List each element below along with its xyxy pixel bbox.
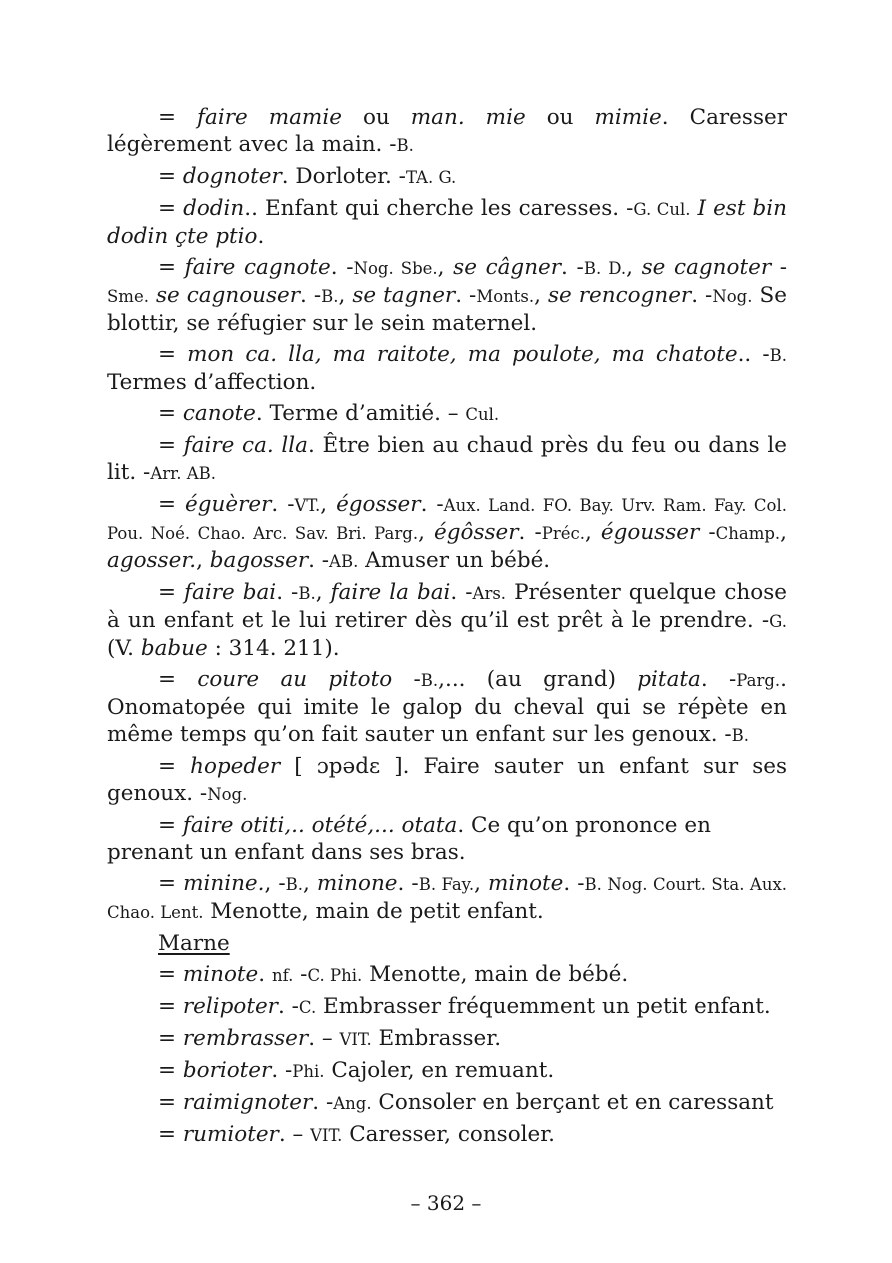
entry-text: Consoler en berçant et en caressant xyxy=(371,1090,774,1115)
entry-source: Aux. Land. FO. Bay. Urv. Ram. Fay. Col. Pou. Noé. Chao. Arc. Sav. Bri. Parg. xyxy=(107,496,788,543)
page-number: – 362 – xyxy=(410,1191,482,1215)
entry-text: = xyxy=(158,255,185,280)
entry-term: coure au pitoto xyxy=(197,667,393,692)
dictionary-entry xyxy=(107,579,787,662)
entry-term: faire mamie xyxy=(197,105,342,130)
section-heading-text: Marne xyxy=(158,931,230,956)
dictionary-entry xyxy=(107,195,787,250)
entry-text: ,... (au grand) xyxy=(438,667,638,692)
entry-text: . xyxy=(257,224,265,249)
dictionary-entry xyxy=(107,993,787,1021)
entry-term: faire cagnote xyxy=(184,255,331,280)
entry-source: Monts. xyxy=(476,287,535,306)
dictionary-entry xyxy=(107,104,787,159)
entry-text: Embrasser fréquemment un petit enfant. xyxy=(316,994,771,1019)
entry-source: Nog. xyxy=(712,287,753,306)
entry-term: agosser. xyxy=(107,548,197,573)
entry-text: Embrasser. xyxy=(371,1026,502,1051)
entry-term: I est bin dodin çte ptio xyxy=(107,196,787,249)
entry-term: babue xyxy=(140,636,208,661)
entry-text: = xyxy=(158,813,183,838)
entry-text: . Ce qu’on prononce en prenant un enfant dans ses bras. xyxy=(107,813,711,865)
entry-text: = xyxy=(158,1122,183,1147)
entry-term: bagosser xyxy=(209,548,309,573)
entry-text: , xyxy=(338,283,353,308)
entry-source: Nog. xyxy=(207,785,248,804)
entry-text: = xyxy=(158,196,184,221)
entry-text: = xyxy=(158,994,183,1019)
entry-term: minone xyxy=(316,871,398,896)
entry-source: C. xyxy=(298,998,317,1017)
entry-term: rumioter xyxy=(182,1122,279,1147)
entry-text: , - xyxy=(264,871,286,896)
entry-term: égousser xyxy=(600,520,700,545)
entry-text: , xyxy=(584,520,601,545)
entry-term: se câgner xyxy=(453,255,562,280)
entry-text: Caresser, consoler. xyxy=(342,1122,556,1147)
entry-text: = xyxy=(158,1026,183,1051)
entry-term: mimie xyxy=(594,105,662,130)
dictionary-entries-marne xyxy=(107,961,787,1149)
section-heading xyxy=(107,930,787,957)
entry-term: dodin xyxy=(183,196,245,221)
entry-source: Cul. xyxy=(465,405,500,424)
entry-text: = xyxy=(158,1090,183,1115)
entry-source: B. xyxy=(769,346,787,365)
entry-term: borioter xyxy=(182,1058,272,1083)
entry-text: Cajoler, en remuant. xyxy=(324,1058,555,1083)
dictionary-entries xyxy=(107,104,787,926)
entry-term: hopeder xyxy=(190,754,281,779)
entry-source: Champ. xyxy=(715,524,781,543)
page-body xyxy=(107,104,787,1153)
entry-term: minote xyxy=(487,871,564,896)
dictionary-entry xyxy=(107,753,787,808)
entry-text: = xyxy=(158,1058,183,1083)
dictionary-entry xyxy=(107,666,787,749)
entry-text: = xyxy=(158,492,186,517)
entry-text: .. - xyxy=(737,342,770,367)
dictionary-entry xyxy=(107,870,787,926)
entry-text: . – xyxy=(278,1122,311,1147)
entry-source: Phi. xyxy=(292,1062,325,1081)
entry-source: Ang. xyxy=(333,1094,372,1113)
entry-text: - xyxy=(699,520,716,545)
entry-term: man. mie xyxy=(410,105,526,130)
entry-text: , xyxy=(196,548,210,573)
entry-text: . Dorloter. - xyxy=(281,164,406,189)
entry-text: , xyxy=(474,871,488,896)
entry-term: faire la bai xyxy=(330,580,451,605)
entry-text: Se blottir, se réfugier sur le sein maternel. xyxy=(107,283,787,336)
entry-term: éguèrer xyxy=(185,492,272,517)
entry-text: . - xyxy=(308,548,330,573)
entry-text xyxy=(149,283,156,308)
entry-source: Préc. xyxy=(541,524,585,543)
entry-source: B. xyxy=(321,287,339,306)
entry-text: , xyxy=(534,283,548,308)
entry-text: . - xyxy=(561,255,584,280)
entry-text: ou xyxy=(525,105,595,130)
entry-text: = xyxy=(158,580,185,605)
dictionary-entry xyxy=(107,400,787,428)
entry-term: raimignoter xyxy=(182,1090,313,1115)
entry-text: = xyxy=(158,401,183,426)
entry-term: faire otiti,.. otété,... otata xyxy=(182,813,458,838)
entry-text: = xyxy=(158,962,183,987)
entry-text: , xyxy=(303,871,317,896)
entry-source: TA. G. xyxy=(405,168,457,187)
dictionary-entry xyxy=(107,812,787,866)
entry-term: se rencogner xyxy=(547,283,692,308)
entry-term: faire bai xyxy=(184,580,277,605)
entry-text: Termes d’affection. xyxy=(107,370,317,395)
dictionary-entry xyxy=(107,1121,787,1149)
entry-source: B. D. xyxy=(583,259,627,278)
entry-source: B. xyxy=(298,584,316,603)
entry-source: G. xyxy=(769,612,787,631)
dictionary-entry xyxy=(107,341,787,396)
entry-term: se cagnouser xyxy=(155,283,301,308)
entry-term: relipoter xyxy=(182,994,278,1019)
entry-text: . - xyxy=(450,580,473,605)
dictionary-entry xyxy=(107,961,787,989)
dictionary-entry xyxy=(107,1025,787,1053)
entry-text: . Terme d’amitié. – xyxy=(255,401,466,426)
entry-text: = xyxy=(158,164,183,189)
entry-text: = xyxy=(158,754,191,779)
entry-text: . - xyxy=(420,492,444,517)
entry-text: = xyxy=(158,871,184,896)
entry-text: . - xyxy=(271,1058,293,1083)
entry-text: . Caresser légèrement avec la main. - xyxy=(107,105,787,157)
entry-source: Nog. Sbe. xyxy=(353,259,438,278)
entry-text: . - xyxy=(518,520,542,545)
entry-text: . - xyxy=(397,871,419,896)
entry-text: , xyxy=(315,580,331,605)
entry-text: . xyxy=(258,962,272,987)
entry-text: = xyxy=(158,667,198,692)
entry-text: . - xyxy=(276,580,299,605)
entry-source: C. Phi. xyxy=(307,966,363,985)
dictionary-entry xyxy=(107,432,787,487)
entry-text: , xyxy=(437,255,454,280)
entry-source: Sme. xyxy=(107,287,149,306)
entry-text: , xyxy=(626,255,642,280)
entry-source: Arr. AB. xyxy=(150,464,216,483)
entry-text: , xyxy=(780,520,788,545)
entry-source: B. xyxy=(420,671,439,690)
entry-text: . - xyxy=(455,283,477,308)
entry-source: B. xyxy=(396,136,414,155)
entry-text: . Onomatopée qui imite le galop du cheval qui se répète en même temps qu’on fait sauter un enfant sur les genoux. - xyxy=(107,667,788,747)
entry-text: . - xyxy=(300,283,322,308)
entry-text: . - xyxy=(271,492,295,517)
entry-text: = xyxy=(158,105,198,130)
entry-term: mon ca. lla, ma raitote, ma poulote, ma chatote xyxy=(187,342,738,367)
entry-text: - xyxy=(293,962,308,987)
entry-source: B. xyxy=(285,875,304,894)
entry-term: pitata xyxy=(637,667,701,692)
entry-term: dognoter xyxy=(182,164,282,189)
dictionary-entry xyxy=(107,1089,787,1117)
entry-text: Présenter quelque chose à un enfant et le lui retirer dès qu’il est prêt à le prendre. - xyxy=(107,580,787,633)
entry-text: = xyxy=(158,342,188,367)
dictionary-entry xyxy=(107,491,787,575)
entry-source: Parg. xyxy=(736,671,781,690)
entry-term: égosser xyxy=(336,492,421,517)
entry-text: ou xyxy=(341,105,411,130)
entry-text: (V. xyxy=(107,636,141,661)
entry-source: VIT. xyxy=(339,1030,372,1049)
entry-text: , xyxy=(418,520,435,545)
entry-text: , xyxy=(320,492,337,517)
entry-text: [ ɔpədɛ ]. Faire sauter un enfant sur ses genoux. - xyxy=(107,754,787,806)
entry-source: Ars. xyxy=(472,584,507,603)
entry-source: nf. xyxy=(271,966,294,985)
entry-text: . - xyxy=(277,994,299,1019)
entry-text: . - xyxy=(312,1090,334,1115)
entry-term: faire ca. lla xyxy=(183,433,308,458)
entry-source: VT. xyxy=(294,496,321,515)
entry-term: égôsser xyxy=(434,520,519,545)
dictionary-entry xyxy=(107,254,787,337)
entry-text: - xyxy=(771,255,788,280)
entry-source: VIT. xyxy=(310,1126,343,1145)
entry-term: minine. xyxy=(183,871,265,896)
entry-text: . - xyxy=(691,283,713,308)
entry-source: B. Nog. Court. Sta. Aux. Chao. Lent. xyxy=(107,875,787,922)
entry-source: G. Cul. xyxy=(633,200,691,219)
entry-term: minote xyxy=(182,962,259,987)
entry-text: Menotte, main de bébé. xyxy=(362,962,629,987)
entry-text: Menotte, main de petit enfant. xyxy=(203,899,544,924)
entry-text: . - xyxy=(330,255,354,280)
entry-source: B. xyxy=(731,726,750,745)
dictionary-entry xyxy=(107,163,787,191)
entry-source: B. Fay. xyxy=(418,875,475,894)
entry-text: . – xyxy=(308,1026,340,1051)
entry-text: .. Enfant qui cherche les caresses. - xyxy=(244,196,634,221)
entry-text: Amuser un bébé. xyxy=(358,548,551,573)
entry-source: AB. xyxy=(329,552,359,571)
entry-text: : 314. 211). xyxy=(207,636,340,661)
entry-text: . - xyxy=(563,871,585,896)
entry-term: se cagnoter xyxy=(641,255,772,280)
entry-term: rembrasser xyxy=(182,1026,309,1051)
dictionary-entry xyxy=(107,1057,787,1085)
entry-text: - xyxy=(392,667,421,692)
entry-term: se tagner xyxy=(352,283,456,308)
entry-term: canote xyxy=(182,401,256,426)
entry-text: = xyxy=(158,433,184,458)
entry-text: . Être bien au chaud près du feu ou dans le lit. - xyxy=(107,433,787,485)
entry-text: . - xyxy=(700,667,737,692)
